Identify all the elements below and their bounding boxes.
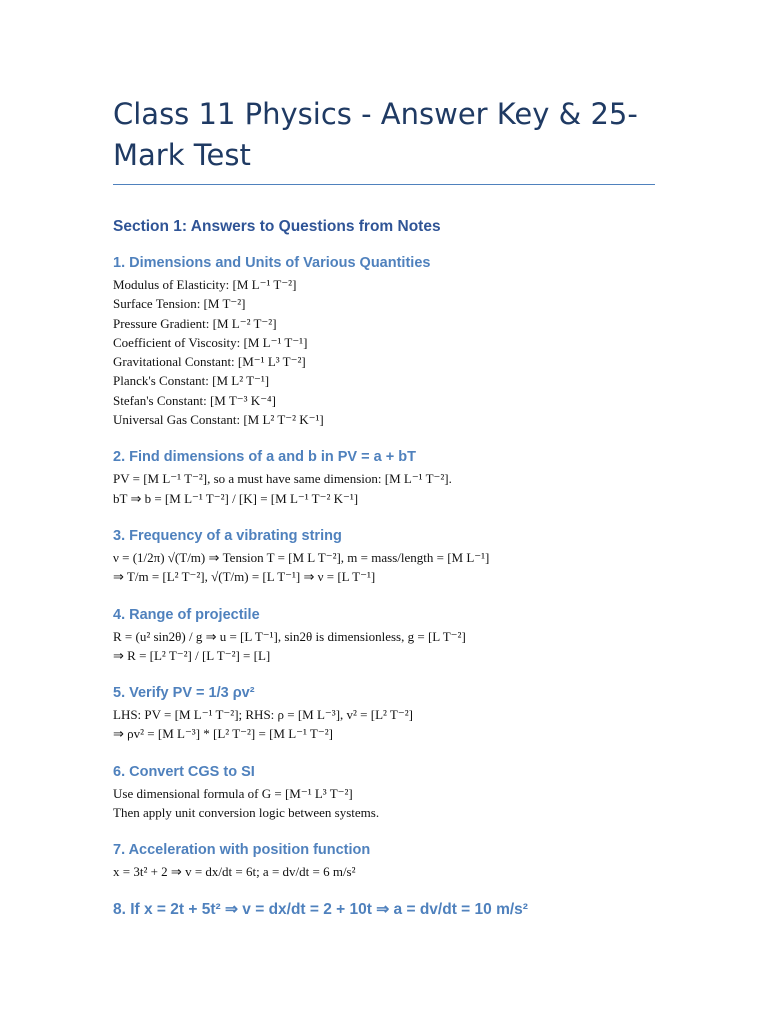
answer-line: Stefan's Constant: [M T⁻³ K⁻⁴] bbox=[113, 392, 276, 408]
question-heading: 2. Find dimensions of a and b in PV = a + bT bbox=[113, 449, 416, 466]
question-4 bbox=[113, 605, 655, 666]
answer-line: R = (u² sin2θ) / g ⇒ u = [L T⁻¹], sin2θ is dimensionless, g = [L T⁻²] bbox=[113, 628, 466, 644]
answer-lines bbox=[113, 469, 655, 508]
question-heading: 8. If x = 2t + 5t² ⇒ v = dx/dt = 2 + 10t ⇒ a = dv/dt = 10 m/s² bbox=[113, 900, 528, 918]
question-3 bbox=[113, 526, 655, 587]
answer-line: Universal Gas Constant: [M L² T⁻² K⁻¹] bbox=[113, 412, 324, 428]
question-8 bbox=[113, 900, 655, 920]
answer-lines bbox=[113, 275, 655, 429]
answer-line: Pressure Gradient: [M L⁻² T⁻²] bbox=[113, 315, 277, 331]
answer-lines bbox=[113, 627, 655, 666]
answer-line: PV = [M L⁻¹ T⁻²], so a must have same dimension: [M L⁻¹ T⁻²]. bbox=[113, 471, 452, 487]
title-divider bbox=[113, 184, 655, 185]
question-heading: 6. Convert CGS to SI bbox=[113, 763, 255, 780]
answer-line: LHS: PV = [M L⁻¹ T⁻²]; RHS: ρ = [M L⁻³], v² = [L² T⁻²] bbox=[113, 707, 413, 723]
question-1 bbox=[113, 253, 655, 429]
answer-line: Use dimensional formula of G = [M⁻¹ L³ T⁻²] bbox=[113, 785, 353, 801]
answer-line: ⇒ T/m = [L² T⁻²], √(T/m) = [L T⁻¹] ⇒ ν = [L T⁻¹] bbox=[113, 569, 376, 585]
answer-line: Then apply unit conversion logic between systems. bbox=[113, 805, 380, 821]
answer-line: x = 3t² + 2 ⇒ v = dx/dt = 6t; a = dv/dt = 6 m/s² bbox=[113, 864, 356, 880]
answer-line: Coefficient of Viscosity: [M L⁻¹ T⁻¹] bbox=[113, 334, 308, 350]
question-heading: 1. Dimensions and Units of Various Quantities bbox=[113, 255, 431, 271]
question-2 bbox=[113, 447, 655, 508]
question-5 bbox=[113, 683, 655, 744]
answer-line: ν = (1/2π) √(T/m) ⇒ Tension T = [M L T⁻²], m = mass/length = [M L⁻¹] bbox=[113, 549, 490, 565]
answer-line: Modulus of Elasticity: [M L⁻¹ T⁻²] bbox=[113, 277, 297, 292]
question-heading: 3. Frequency of a vibrating string bbox=[113, 527, 342, 544]
question-heading: 4. Range of projectile bbox=[113, 606, 260, 623]
answer-line: Surface Tension: [M T⁻²] bbox=[113, 296, 246, 312]
answer-lines bbox=[113, 705, 655, 744]
answer-line: bT ⇒ b = [M L⁻¹ T⁻²] / [K] = [M L⁻¹ T⁻² K⁻¹] bbox=[113, 490, 359, 506]
answer-line: ⇒ R = [L² T⁻²] / [L T⁻²] = [L] bbox=[113, 647, 271, 663]
answer-line: Planck's Constant: [M L² T⁻¹] bbox=[113, 373, 270, 389]
section-heading: Section 1: Answers to Questions from Notes bbox=[113, 218, 441, 235]
answer-lines bbox=[113, 548, 655, 587]
question-6 bbox=[113, 762, 655, 823]
document-title: Class 11 Physics - Answer Key & 25-Mark Test bbox=[113, 97, 638, 172]
question-heading: 7. Acceleration with position function bbox=[113, 842, 371, 859]
answer-line: ⇒ ρv² = [M L⁻³] * [L² T⁻²] = [M L⁻¹ T⁻²] bbox=[113, 726, 333, 742]
question-heading: 5. Verify PV = 1/3 ρv² bbox=[113, 685, 255, 702]
answer-lines bbox=[113, 784, 655, 823]
question-7 bbox=[113, 840, 655, 881]
document-page bbox=[113, 94, 655, 920]
answer-lines bbox=[113, 862, 655, 881]
answer-line: Gravitational Constant: [M⁻¹ L³ T⁻²] bbox=[113, 354, 306, 370]
